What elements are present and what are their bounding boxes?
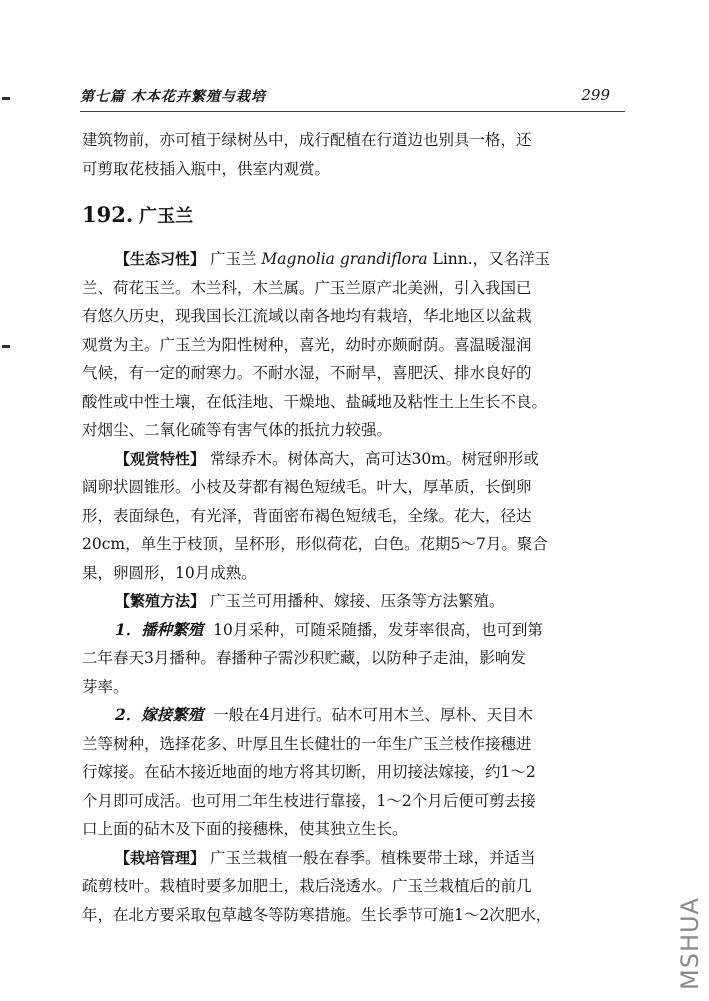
propagation-label: 【繁殖方法】 <box>115 592 206 610</box>
text-line: 有悠久历史，现我国长江流域以南各地均有栽培，华北地区以盆栽 <box>82 307 532 325</box>
text-line: 芽率。 <box>82 677 129 696</box>
text-line: 气候，有一定的耐寒力。不耐水湿，不耐旱，喜肥沃、排水良好的 <box>82 364 532 382</box>
header-rule <box>80 111 625 112</box>
text-line: 二年春天3月播种。春播种子需沙积贮藏，以防种子走油，影响发 <box>82 649 526 667</box>
text-line: 口上面的砧木及下面的接穗株，使其独立生长。 <box>82 820 408 838</box>
text-line: 兰等树种，选择花多、叶厚且生长健壮的一年生广玉兰枝作接穗进 <box>82 734 532 753</box>
text-segment: 广玉兰栽植一般在春季。植株要带土球，并适当 <box>209 848 536 867</box>
text-segment: Linn.，又名洋玉 <box>432 250 551 268</box>
cultivation-paragraph <box>82 844 628 930</box>
ornamental-paragraph <box>82 445 628 588</box>
text-line <box>82 445 628 474</box>
text-segment: 常绿乔木。树体高大，高可达30m。树冠卵形或 <box>209 449 539 468</box>
scan-mark <box>2 345 10 348</box>
propagation-paragraph <box>82 587 628 844</box>
text-segment: 广玉兰 <box>209 250 257 268</box>
text-line: 形，表面绿色，有光泽，背面密布褐色短绒毛，全缘。花大，径达 <box>82 506 532 525</box>
text-line <box>82 587 628 616</box>
chapter-title: 第七篇 木本花卉繁殖与栽培 <box>80 89 266 105</box>
seed-subhead: 1．播种繁殖 <box>115 619 204 639</box>
running-header <box>80 86 620 110</box>
text-segment: 10月采种，可随采随播，发芽率很高，也可到第 <box>213 620 543 639</box>
watermark-text: MSHUA <box>676 897 704 990</box>
text-line: 酸性或中性土壤，在低洼地、干燥地、盐碱地及粘性土上生长不良。 <box>82 392 548 411</box>
text-line: 可剪取花枝插入瓶中，供室内观赏。 <box>82 159 331 178</box>
text-line: 个月即可成活。也可用二年生枝进行靠接，1～2个月后便可剪去接 <box>82 791 536 810</box>
cultivation-label: 【栽培管理】 <box>115 848 206 867</box>
text-line: 果，卵圆形，10月成熟。 <box>82 563 257 582</box>
text-line <box>82 245 628 274</box>
text-segment: 广玉兰可用播种、嫁接、压条等方法繁殖。 <box>209 592 505 610</box>
text-line <box>82 616 628 645</box>
text-line: 年，在北方要采取包草越冬等防寒措施。生长季节可施1～2次肥水， <box>82 905 552 924</box>
ornamental-label: 【观赏特性】 <box>115 449 206 468</box>
section-number: 192. <box>82 202 134 227</box>
section-heading <box>82 197 628 233</box>
text-line: 20cm，单生于枝顶，呈杯形，形似荷花，白色。花期5～7月。聚合 <box>82 535 548 553</box>
text-line: 阔卵状圆锥形。小枝及芽都有褐色短绒毛。叶大，厚革质，长倒卵 <box>82 478 532 496</box>
scan-mark <box>2 97 10 100</box>
ecology-label: 【生态习性】 <box>115 250 206 268</box>
text-line <box>82 701 628 730</box>
page-number: 299 <box>581 86 610 104</box>
text-line: 行嫁接。在砧木接近地面的地方将其切断，用切接法嫁接，约1～2 <box>82 763 536 781</box>
text-line: 兰、荷花玉兰。木兰科，木兰属。广玉兰原产北美洲，引入我国已 <box>82 278 532 297</box>
graft-subhead: 2．嫁接繁殖 <box>115 705 204 724</box>
text-line: 疏剪枝叶。栽植时要多加肥土，栽后浇透水。广玉兰栽植后的前几 <box>82 877 532 895</box>
watermark <box>672 872 704 990</box>
intro-paragraph <box>82 126 628 183</box>
text-line <box>82 844 628 873</box>
text-line: 对烟尘、二氧化硫等有害气体的抵抗力较强。 <box>82 421 393 439</box>
text-line: 观赏为主。广玉兰为阳性树种，喜光，幼时亦颇耐荫。喜温暖湿润 <box>82 335 532 354</box>
ecology-paragraph <box>82 245 628 445</box>
text-line: 建筑物前，亦可植于绿树丛中，成行配植在行道边也别具一格，还 <box>82 131 532 149</box>
page-body <box>82 126 628 929</box>
text-segment: 一般在4月进行。砧木可用木兰、厚朴、天目木 <box>213 706 534 724</box>
section-title: 广玉兰 <box>139 206 194 227</box>
latin-name: Magnolia grandiflora <box>261 250 428 268</box>
